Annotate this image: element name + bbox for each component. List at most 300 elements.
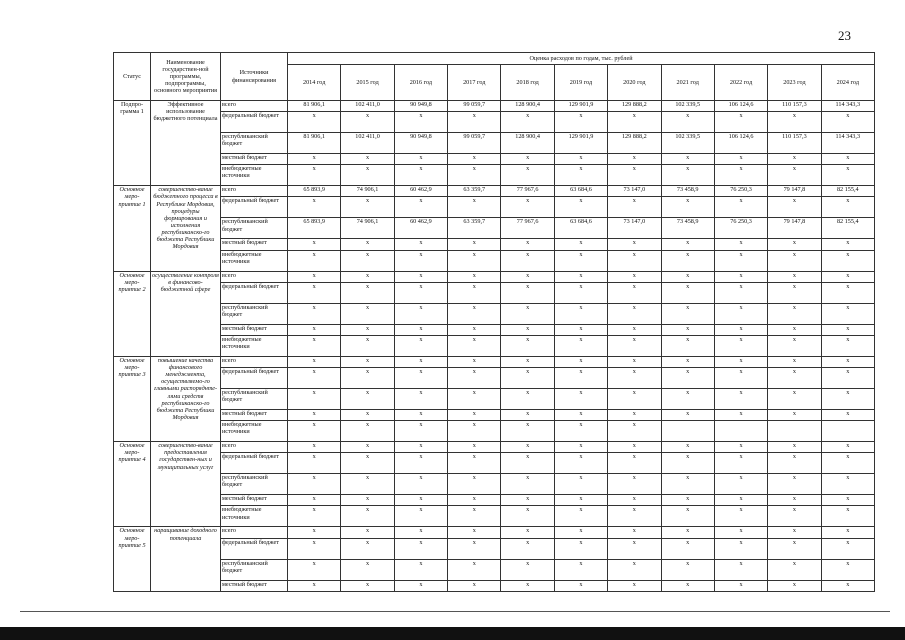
row-value-cell: x: [501, 356, 554, 367]
row-value-cell: x: [768, 282, 821, 303]
row-value-cell: x: [554, 197, 607, 218]
row-value-cell: x: [288, 282, 341, 303]
row-value-cell: 110 157,3: [768, 101, 821, 112]
row-value-cell: x: [554, 506, 607, 527]
row-value-cell: x: [448, 580, 501, 591]
row-funding-source: внебюджетные источники: [221, 335, 288, 356]
header-year: 2015 год: [341, 65, 394, 101]
row-value-cell: 60 462,9: [394, 186, 447, 197]
row-value-cell: 128 900,4: [501, 133, 554, 154]
row-value-cell: x: [608, 389, 661, 410]
row-value-cell: x: [394, 165, 447, 186]
row-value-cell: x: [501, 154, 554, 165]
row-value-cell: x: [394, 442, 447, 453]
row-value-cell: x: [448, 282, 501, 303]
row-value-cell: x: [554, 559, 607, 580]
row-value-cell: x: [341, 197, 394, 218]
row-value-cell: x: [448, 389, 501, 410]
row-value-cell: x: [661, 112, 714, 133]
row-value-cell: x: [608, 271, 661, 282]
row-value-cell: x: [821, 112, 874, 133]
row-value-cell: x: [554, 389, 607, 410]
table-row: [114, 421, 875, 442]
row-value-cell: 102 339,5: [661, 133, 714, 154]
row-value-cell: x: [448, 410, 501, 421]
header-year: 2017 год: [448, 65, 501, 101]
table-row: [114, 197, 875, 218]
row-value-cell: x: [394, 197, 447, 218]
row-value-cell: x: [608, 410, 661, 421]
row-value-cell: x: [608, 538, 661, 559]
row-value-cell: x: [714, 474, 767, 495]
row-value-cell: 99 059,7: [448, 133, 501, 154]
row-value-cell: x: [394, 495, 447, 506]
row-value-cell: 77 967,6: [501, 186, 554, 197]
row-value-cell: x: [554, 368, 607, 389]
row-value-cell: x: [714, 410, 767, 421]
row-value-cell: 73 458,9: [661, 186, 714, 197]
row-value-cell: x: [394, 474, 447, 495]
row-value-cell: x: [821, 474, 874, 495]
row-value-cell: x: [501, 453, 554, 474]
row-value-cell: x: [661, 303, 714, 324]
row-value-cell: x: [288, 421, 341, 442]
row-value-cell: x: [608, 580, 661, 591]
row-funding-source: федеральный бюджет: [221, 197, 288, 218]
row-value-cell: x: [821, 559, 874, 580]
row-value-cell: 65 893,9: [288, 186, 341, 197]
row-value-cell: x: [288, 250, 341, 271]
row-value-cell: x: [554, 112, 607, 133]
row-value-cell: x: [288, 154, 341, 165]
table-row: [114, 239, 875, 250]
row-value-cell: x: [768, 527, 821, 538]
row-value-cell: x: [661, 250, 714, 271]
row-value-cell: x: [288, 335, 341, 356]
row-value-cell: x: [554, 282, 607, 303]
budget-table: [113, 52, 875, 592]
row-value-cell: x: [714, 197, 767, 218]
row-value-cell: x: [501, 271, 554, 282]
row-value-cell: x: [768, 112, 821, 133]
table-row: [114, 410, 875, 421]
row-value-cell: x: [554, 165, 607, 186]
row-value-cell: x: [341, 421, 394, 442]
row-value-cell: x: [288, 239, 341, 250]
row-value-cell: x: [501, 495, 554, 506]
row-value-cell: x: [768, 453, 821, 474]
row-value-cell: x: [608, 559, 661, 580]
row-value-cell: x: [394, 421, 447, 442]
row-value-cell: x: [501, 112, 554, 133]
row-value-cell: x: [768, 335, 821, 356]
row-value-cell: x: [288, 580, 341, 591]
row-value-cell: x: [714, 559, 767, 580]
header-estimate: Оценка расходов по годам, тыс. рублей: [288, 53, 875, 65]
row-value-cell: 102 411,0: [341, 133, 394, 154]
row-funding-source: всего: [221, 527, 288, 538]
table-row: [114, 559, 875, 580]
row-funding-source: федеральный бюджет: [221, 538, 288, 559]
table-row: [114, 218, 875, 239]
row-value-cell: x: [821, 442, 874, 453]
row-value-cell: x: [341, 453, 394, 474]
row-value-cell: x: [288, 527, 341, 538]
row-value-cell: x: [768, 356, 821, 367]
table-row: [114, 133, 875, 154]
row-value-cell: 81 906,1: [288, 133, 341, 154]
row-value-cell: x: [768, 538, 821, 559]
row-value-cell: x: [821, 154, 874, 165]
row-value-cell: 73 147,0: [608, 218, 661, 239]
row-value-cell: 90 949,8: [394, 101, 447, 112]
row-value-cell: x: [501, 538, 554, 559]
row-value-cell: x: [661, 165, 714, 186]
row-value-cell: x: [448, 538, 501, 559]
row-value-cell: x: [714, 165, 767, 186]
row-value-cell: x: [608, 282, 661, 303]
row-value-cell: x: [394, 506, 447, 527]
row-value-cell: x: [661, 410, 714, 421]
row-value-cell: x: [661, 389, 714, 410]
row-value-cell: x: [448, 239, 501, 250]
row-value-cell: x: [341, 527, 394, 538]
header-year: 2024 год: [821, 65, 874, 101]
row-value-cell: x: [554, 527, 607, 538]
row-value-cell: 79 147,8: [768, 218, 821, 239]
row-value-cell: x: [661, 495, 714, 506]
row-value-cell: 129 888,2: [608, 101, 661, 112]
row-value-cell: x: [501, 165, 554, 186]
row-value-cell: x: [554, 335, 607, 356]
row-value-cell: 110 157,3: [768, 133, 821, 154]
row-funding-source: всего: [221, 356, 288, 367]
row-status: Подпро-грамма 1: [114, 101, 151, 186]
row-value-cell: x: [608, 335, 661, 356]
row-value-cell: x: [608, 250, 661, 271]
row-value-cell: 129 901,9: [554, 133, 607, 154]
row-value-cell: x: [554, 356, 607, 367]
row-value-cell: x: [341, 239, 394, 250]
row-value-cell: x: [341, 356, 394, 367]
row-value-cell: 63 684,6: [554, 186, 607, 197]
row-funding-source: внебюджетные источники: [221, 506, 288, 527]
row-funding-source: внебюджетные источники: [221, 250, 288, 271]
row-value-cell: x: [714, 506, 767, 527]
row-value-cell: x: [288, 538, 341, 559]
row-program-name: совершенство-вание предоставления государствен-ных и муниципальных услуг: [151, 442, 221, 527]
row-funding-source: внебюджетные источники: [221, 421, 288, 442]
row-value-cell: x: [821, 506, 874, 527]
row-value-cell: x: [608, 239, 661, 250]
row-value-cell: x: [608, 197, 661, 218]
row-value-cell: 99 059,7: [448, 101, 501, 112]
row-value-cell: x: [608, 442, 661, 453]
row-value-cell: x: [821, 271, 874, 282]
row-value-cell: 129 901,9: [554, 101, 607, 112]
row-value-cell: x: [448, 442, 501, 453]
header-source: Источники финансирования: [221, 53, 288, 101]
row-value-cell: x: [768, 580, 821, 591]
row-value-cell: [768, 421, 821, 442]
row-value-cell: x: [714, 453, 767, 474]
row-value-cell: [714, 421, 767, 442]
row-value-cell: x: [501, 442, 554, 453]
row-value-cell: x: [448, 527, 501, 538]
row-value-cell: x: [768, 197, 821, 218]
row-status: Основное меро-приятие 4: [114, 442, 151, 527]
row-value-cell: x: [661, 368, 714, 389]
row-value-cell: x: [341, 250, 394, 271]
row-value-cell: x: [661, 538, 714, 559]
row-value-cell: x: [448, 154, 501, 165]
header-year: 2016 год: [394, 65, 447, 101]
table-row: [114, 506, 875, 527]
row-value-cell: [821, 421, 874, 442]
row-value-cell: x: [768, 271, 821, 282]
row-program-name: Эффективное использование бюджетного потенциала: [151, 101, 221, 186]
row-value-cell: x: [821, 389, 874, 410]
row-value-cell: 129 888,2: [608, 133, 661, 154]
row-value-cell: x: [501, 239, 554, 250]
row-value-cell: x: [661, 580, 714, 591]
row-value-cell: x: [394, 303, 447, 324]
row-value-cell: 102 339,5: [661, 101, 714, 112]
row-value-cell: x: [821, 453, 874, 474]
table-row: [114, 495, 875, 506]
row-value-cell: x: [661, 442, 714, 453]
table-row: [114, 538, 875, 559]
row-funding-source: всего: [221, 101, 288, 112]
row-value-cell: x: [394, 239, 447, 250]
row-value-cell: x: [288, 356, 341, 367]
row-value-cell: x: [341, 506, 394, 527]
row-value-cell: x: [448, 165, 501, 186]
row-value-cell: 63 359,7: [448, 218, 501, 239]
row-funding-source: республиканский бюджет: [221, 389, 288, 410]
row-value-cell: x: [714, 112, 767, 133]
row-value-cell: x: [821, 580, 874, 591]
row-value-cell: 106 124,6: [714, 133, 767, 154]
row-value-cell: x: [341, 389, 394, 410]
row-value-cell: x: [288, 389, 341, 410]
row-value-cell: x: [554, 495, 607, 506]
row-value-cell: x: [821, 368, 874, 389]
table-row: [114, 368, 875, 389]
row-value-cell: x: [821, 527, 874, 538]
row-value-cell: x: [714, 538, 767, 559]
row-value-cell: x: [661, 154, 714, 165]
row-value-cell: x: [394, 324, 447, 335]
row-value-cell: x: [714, 303, 767, 324]
table-row: [114, 154, 875, 165]
row-value-cell: x: [768, 559, 821, 580]
scan-edge-line: [20, 611, 890, 612]
row-funding-source: местный бюджет: [221, 324, 288, 335]
row-value-cell: x: [341, 165, 394, 186]
header-year: 2023 год: [768, 65, 821, 101]
row-value-cell: x: [661, 453, 714, 474]
row-value-cell: x: [768, 303, 821, 324]
row-value-cell: x: [341, 368, 394, 389]
row-value-cell: x: [821, 324, 874, 335]
row-value-cell: x: [661, 356, 714, 367]
row-value-cell: x: [448, 368, 501, 389]
row-value-cell: x: [448, 474, 501, 495]
row-value-cell: x: [714, 442, 767, 453]
row-value-cell: 73 147,0: [608, 186, 661, 197]
row-value-cell: x: [714, 271, 767, 282]
row-value-cell: x: [341, 559, 394, 580]
row-value-cell: 114 343,3: [821, 133, 874, 154]
row-value-cell: x: [554, 324, 607, 335]
table-row: [114, 356, 875, 367]
table-row: [114, 580, 875, 591]
row-value-cell: x: [288, 303, 341, 324]
row-value-cell: 63 359,7: [448, 186, 501, 197]
row-value-cell: x: [394, 154, 447, 165]
header-year: 2018 год: [501, 65, 554, 101]
row-value-cell: x: [714, 527, 767, 538]
row-value-cell: x: [501, 324, 554, 335]
page-number: 23: [838, 28, 851, 43]
row-value-cell: x: [768, 495, 821, 506]
row-value-cell: x: [661, 271, 714, 282]
row-value-cell: 76 250,3: [714, 186, 767, 197]
row-funding-source: республиканский бюджет: [221, 218, 288, 239]
row-value-cell: x: [501, 250, 554, 271]
row-value-cell: x: [448, 506, 501, 527]
row-value-cell: x: [608, 506, 661, 527]
row-value-cell: 65 893,9: [288, 218, 341, 239]
table-row: [114, 335, 875, 356]
row-value-cell: x: [714, 324, 767, 335]
row-value-cell: x: [608, 324, 661, 335]
row-value-cell: x: [554, 580, 607, 591]
row-value-cell: x: [661, 335, 714, 356]
row-value-cell: 102 411,0: [341, 101, 394, 112]
row-value-cell: 74 906,1: [341, 186, 394, 197]
row-value-cell: x: [394, 559, 447, 580]
row-value-cell: x: [768, 239, 821, 250]
row-value-cell: x: [394, 580, 447, 591]
row-value-cell: x: [501, 389, 554, 410]
row-value-cell: x: [821, 303, 874, 324]
table-row: [114, 101, 875, 112]
row-value-cell: x: [608, 495, 661, 506]
row-value-cell: 76 250,3: [714, 218, 767, 239]
row-value-cell: 106 124,6: [714, 101, 767, 112]
row-status: Основное меро-приятие 3: [114, 356, 151, 441]
row-value-cell: x: [341, 303, 394, 324]
row-value-cell: x: [288, 324, 341, 335]
row-value-cell: x: [501, 506, 554, 527]
row-value-cell: x: [554, 410, 607, 421]
row-value-cell: x: [394, 389, 447, 410]
row-value-cell: x: [288, 442, 341, 453]
row-value-cell: x: [288, 453, 341, 474]
row-value-cell: x: [341, 410, 394, 421]
row-value-cell: x: [394, 250, 447, 271]
table-row: [114, 453, 875, 474]
row-value-cell: 114 343,3: [821, 101, 874, 112]
table-row: [114, 442, 875, 453]
row-value-cell: x: [554, 421, 607, 442]
row-status: Основное меро-приятие 2: [114, 271, 151, 356]
row-value-cell: x: [394, 356, 447, 367]
row-value-cell: x: [821, 197, 874, 218]
row-value-cell: 74 906,1: [341, 218, 394, 239]
row-value-cell: 79 147,8: [768, 186, 821, 197]
table-row: [114, 474, 875, 495]
row-value-cell: x: [554, 303, 607, 324]
row-value-cell: x: [394, 335, 447, 356]
row-funding-source: республиканский бюджет: [221, 303, 288, 324]
row-value-cell: x: [554, 154, 607, 165]
row-value-cell: x: [501, 527, 554, 538]
row-value-cell: x: [821, 250, 874, 271]
row-value-cell: x: [661, 506, 714, 527]
row-funding-source: местный бюджет: [221, 154, 288, 165]
header-year: 2019 год: [554, 65, 607, 101]
row-value-cell: x: [288, 112, 341, 133]
table-row: [114, 389, 875, 410]
row-value-cell: x: [288, 165, 341, 186]
row-value-cell: x: [714, 282, 767, 303]
row-funding-source: местный бюджет: [221, 239, 288, 250]
row-value-cell: x: [501, 335, 554, 356]
row-value-cell: x: [394, 527, 447, 538]
row-value-cell: x: [288, 271, 341, 282]
row-value-cell: x: [341, 154, 394, 165]
table-row: [114, 165, 875, 186]
row-value-cell: x: [821, 410, 874, 421]
row-value-cell: x: [768, 506, 821, 527]
row-value-cell: 81 906,1: [288, 101, 341, 112]
row-value-cell: x: [661, 559, 714, 580]
row-value-cell: x: [821, 165, 874, 186]
row-status: Основное меро-приятие 5: [114, 527, 151, 592]
row-value-cell: x: [608, 421, 661, 442]
row-value-cell: x: [608, 112, 661, 133]
row-value-cell: x: [768, 324, 821, 335]
row-value-cell: x: [341, 112, 394, 133]
row-value-cell: x: [714, 580, 767, 591]
row-value-cell: x: [501, 559, 554, 580]
row-value-cell: x: [501, 197, 554, 218]
row-funding-source: федеральный бюджет: [221, 453, 288, 474]
row-value-cell: x: [821, 495, 874, 506]
row-funding-source: местный бюджет: [221, 410, 288, 421]
row-value-cell: x: [341, 442, 394, 453]
row-value-cell: x: [448, 421, 501, 442]
row-program-name: повышение качества финансового менеджмента, осуществляемо-го главными распоряднте-лями средств республиканско-го бюджета Республики Мордовия: [151, 356, 221, 441]
header-name: Наименование государствен-ной программы, подпрограммы, основного мероприятия: [151, 53, 221, 101]
row-value-cell: x: [661, 239, 714, 250]
row-value-cell: x: [448, 303, 501, 324]
row-value-cell: x: [661, 474, 714, 495]
row-value-cell: x: [608, 453, 661, 474]
row-funding-source: федеральный бюджет: [221, 368, 288, 389]
row-value-cell: x: [448, 112, 501, 133]
row-value-cell: 82 155,4: [821, 186, 874, 197]
row-value-cell: x: [501, 410, 554, 421]
row-value-cell: 82 155,4: [821, 218, 874, 239]
row-value-cell: x: [394, 282, 447, 303]
row-value-cell: x: [608, 356, 661, 367]
row-funding-source: республиканский бюджет: [221, 133, 288, 154]
row-value-cell: 90 949,8: [394, 133, 447, 154]
